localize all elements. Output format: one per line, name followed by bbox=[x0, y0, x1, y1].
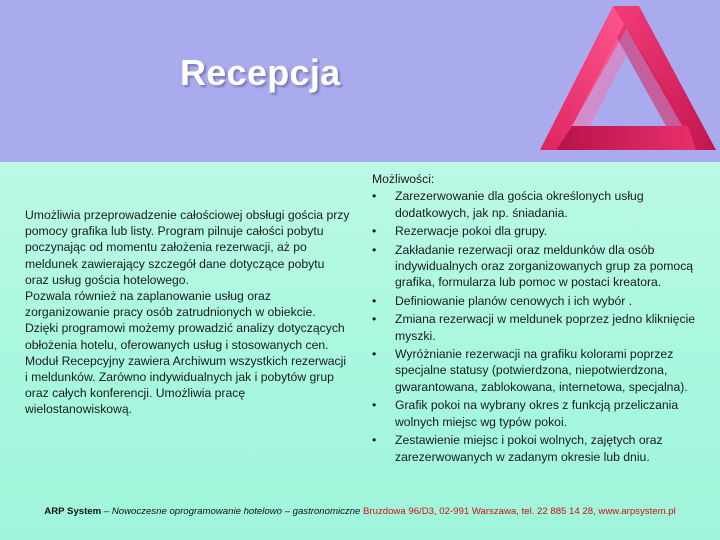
description-paragraph: Umożliwia przeprowadzenie całościowej obsługi gościa przy pomocy grafika lub listy. Program pilnuje całości pobytu poczynając od momentu założenia rezerwacji, aż po meldunek zawierający szczegół dane dotyczące pobytu oraz usług gościa hotelowego. bbox=[25, 208, 350, 287]
list-item bbox=[372, 188, 697, 221]
feature-text: Definiowanie planów cenowych i ich wybór . bbox=[395, 293, 633, 308]
description-paragraph: Moduł Recepcyjny zawiera Archiwum wszystkich rezerwacji i meldunków. Zarówno indywidualnych jak i pobytów grup oraz całych konferencji. Umożliwia pracę wielostanowiskową. bbox=[25, 353, 347, 417]
list-item bbox=[372, 311, 697, 344]
features-section bbox=[372, 171, 697, 467]
header-band bbox=[0, 0, 720, 162]
footer-tagline: – Nowoczesne oprogramowanie hotelowo – gastronomiczne bbox=[101, 506, 364, 517]
list-item bbox=[372, 397, 697, 430]
feature-text: Zakładanie rezerwacji oraz meldunków dla osób indywidualnych oraz zorganizowanych grup za pomocą grafika, formularza lub pomoc w postaci kreatora. bbox=[395, 242, 694, 290]
feature-text: Zarezerwowanie dla gościa określonych usług dodatkowych, jak np. śniadania. bbox=[395, 189, 644, 220]
features-heading: Możliwości: bbox=[372, 172, 435, 186]
description-paragraph: Pozwala również na zaplanowanie usług oraz zorganizowanie pracy osób zatrudnionych w obiekcie. Dzięki programowi możemy prowadzić analizy dotyczących obłożenia hotelu, oferowanych usług i stosowanych cen. bbox=[25, 289, 345, 352]
list-item bbox=[372, 293, 697, 309]
slide-title: Recepcja bbox=[180, 52, 341, 93]
list-item bbox=[372, 432, 697, 465]
footer bbox=[0, 506, 720, 517]
feature-text: Rezerwacje pokoi dla grupy. bbox=[395, 224, 548, 239]
bullet-icon: • bbox=[372, 293, 377, 308]
feature-text: Zmiana rezerwacji w meldunek poprzez jedno kliknięcie myszki. bbox=[395, 312, 696, 343]
bullet-icon: • bbox=[372, 224, 377, 239]
list-item bbox=[372, 223, 697, 239]
impossible-triangle-icon bbox=[538, 4, 718, 156]
bullet-icon: • bbox=[372, 433, 377, 448]
list-item bbox=[372, 242, 697, 291]
feature-text: Zestawienie miejsc i pokoi wolnych, zajętych oraz zarezerwowanych w zadanym okresie lub dniu. bbox=[395, 433, 663, 464]
features-list bbox=[372, 188, 697, 465]
bullet-icon: • bbox=[372, 347, 377, 362]
bullet-icon: • bbox=[372, 189, 377, 204]
footer-company: ARP System bbox=[44, 506, 102, 517]
feature-text: Grafik pokoi na wybrany okres z funkcją przeliczania wolnych miejsc wg typów pokoi. bbox=[395, 398, 679, 429]
footer-contact: Bruzdowa 96/D3, 02-991 Warszawa, tel. 22 885 14 28, www.arpsystem.pl bbox=[363, 506, 676, 517]
list-item bbox=[372, 346, 697, 395]
feature-text: Wyróżnianie rezerwacji na grafiku kolorami poprzez specjalne statusy (potwierdzona, niepotwierdzona, gwarantowana, zablokowana, internetowa, specjalna). bbox=[395, 347, 688, 394]
bullet-icon: • bbox=[372, 398, 377, 413]
description-text bbox=[25, 207, 350, 418]
bullet-icon: • bbox=[372, 312, 377, 327]
bullet-icon: • bbox=[372, 242, 377, 257]
